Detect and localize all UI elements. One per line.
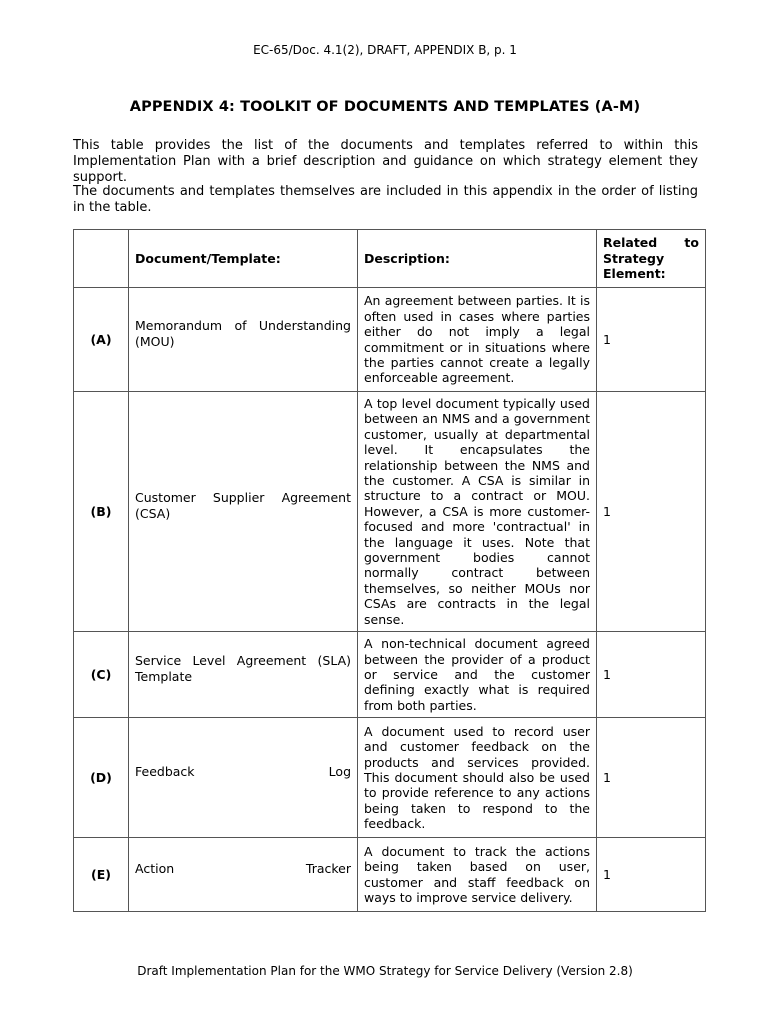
intro-paragraph-2: The documents and templates themselves are included in this appendix in the order of listing in the table. xyxy=(73,184,698,215)
column-header-related-element: Related to Strategy Element: xyxy=(597,230,706,288)
table-row xyxy=(74,392,706,632)
column-header-id xyxy=(74,230,129,288)
row-document xyxy=(129,288,358,392)
row-document-part: Action xyxy=(135,860,175,876)
table-header-row xyxy=(74,230,706,288)
row-id: (A) xyxy=(74,288,129,392)
page-footer: Draft Implementation Plan for the WMO Strategy for Service Delivery (Version 2.8) xyxy=(137,964,633,978)
row-id: (B) xyxy=(74,392,129,632)
row-document xyxy=(129,718,358,838)
row-document-part: Tracker xyxy=(305,860,351,876)
column-header-description: Description: xyxy=(358,230,597,288)
row-id: (D) xyxy=(74,718,129,838)
row-element: 1 xyxy=(597,838,706,912)
page-header: EC-65/Doc. 4.1(2), DRAFT, APPENDIX B, p. 1 xyxy=(253,43,517,57)
page-title: APPENDIX 4: TOOLKIT OF DOCUMENTS AND TEMPLATES (A-M) xyxy=(129,99,641,115)
row-document-part: Feedback xyxy=(135,763,195,779)
intro-paragraph-1: This table provides the list of the documents and templates referred to within this Implementation Plan with a brief description and guidance on which strategy element they support. xyxy=(73,138,698,185)
row-document-text: Customer Supplier Agreement (CSA) xyxy=(135,490,351,521)
row-id: (C) xyxy=(74,632,129,718)
row-document xyxy=(129,632,358,718)
row-description: A non-technical document agreed between the provider of a product or service and the customer defining exactly what is required from both parties. xyxy=(358,632,597,718)
row-document xyxy=(129,392,358,632)
row-element: 1 xyxy=(597,288,706,392)
row-element: 1 xyxy=(597,718,706,838)
column-header-document: Document/Template: xyxy=(129,230,358,288)
row-element: 1 xyxy=(597,392,706,632)
row-document-text: Memorandum of Understanding (MOU) xyxy=(135,318,351,349)
row-description: A document used to record user and customer feedback on the products and services provided. This document should also be used to provide reference to any actions being taken to respond to the feedback. xyxy=(358,718,597,838)
toolkit-table xyxy=(73,229,706,912)
row-description: An agreement between parties. It is often used in cases where parties either do not imply a legal commitment or in situations where the parties cannot create a legally enforceable agreement. xyxy=(358,288,597,392)
table-row xyxy=(74,288,706,392)
row-element: 1 xyxy=(597,632,706,718)
table-row xyxy=(74,718,706,838)
table-row xyxy=(74,632,706,718)
row-description: A top level document typically used between an NMS and a government customer, usually at departmental level. It encapsulates the relationship between the NMS and the customer. A CSA is similar in structure to a contract or MOU. However, a CSA is more customer-focused and more 'contractual' in the language it uses. Note that government bodies cannot normally contract between themselves, so neither MOUs nor CSAs are contracts in the legal sense. xyxy=(358,392,597,632)
row-description: A document to track the actions being taken based on user, customer and staff feedback on ways to improve service delivery. xyxy=(358,838,597,912)
row-document-text: Service Level Agreement (SLA) Template xyxy=(135,653,351,684)
row-document-part: Log xyxy=(328,763,351,779)
row-document xyxy=(129,838,358,912)
table-row xyxy=(74,838,706,912)
row-id: (E) xyxy=(74,838,129,912)
